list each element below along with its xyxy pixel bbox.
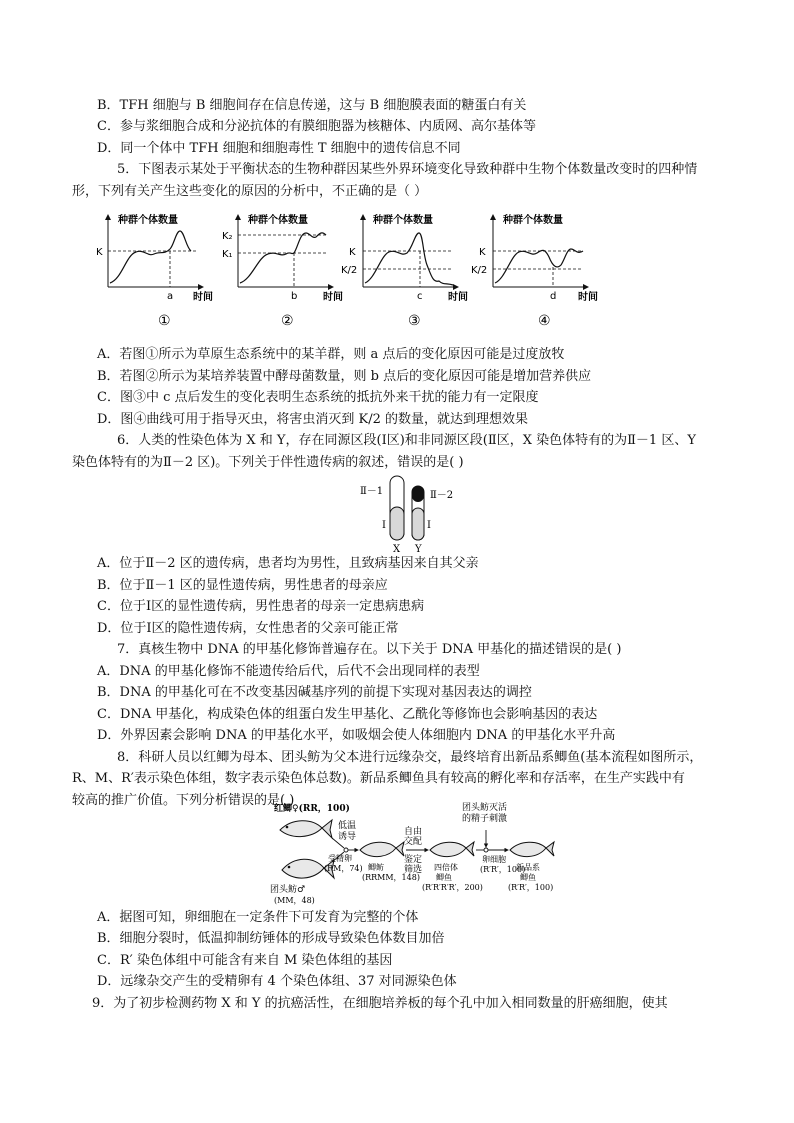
graph-2-point: b: [291, 291, 298, 302]
label-step1a: 低温: [338, 821, 357, 831]
q8-option-c: C．R′ 染色体组中可能含有来自 M 染色体组的基因: [97, 953, 393, 968]
graph-2: [222, 213, 343, 329]
graph-1: [96, 213, 213, 329]
q5-option-a: A．若图①所示为草原生态系统中的某羊群，则 a 点后的变化原因可能是过度放牧: [97, 347, 565, 362]
graph-3: [341, 213, 468, 329]
new-strain-fish-icon: [510, 842, 554, 857]
graph-3-point: c: [417, 291, 423, 302]
q5-population-graphs: [88, 205, 628, 335]
label-y: Y: [415, 544, 422, 555]
label-step2d: 筛选: [404, 865, 423, 875]
label-new-strain2: 鲫鱼: [520, 873, 536, 882]
label-ii-2: Ⅱ－2: [430, 490, 454, 501]
q6-stem-line1: 6．人类的性染色体为 X 和 Y，存在同源区段(Ⅰ区)和非同源区段(Ⅱ区，X 染色体特有的为Ⅱ－1 区、Y: [117, 433, 696, 448]
q6-chromosome-figure: [360, 474, 470, 556]
label-egg: 卵细胞: [482, 855, 506, 864]
q5-stem-line1: 5．下图表示某处于平衡状态的生物种群因某些外界环境变化导致种群中生物个体数量改变时的四种情: [117, 162, 698, 177]
label-step2a: 自由: [404, 827, 423, 837]
label-hybrid: 鲫鲂: [368, 863, 384, 872]
q8-stem-line3: 较高的推广价值。下列分析错误的是( ): [72, 793, 295, 808]
q5-option-d: D．图④曲线可用于指导灭虫，将害虫消灭到 K/2 的数量，就达到理想效果: [97, 412, 529, 427]
label-new-strain-count: (R′R′，100): [508, 883, 554, 892]
label-i-left: Ⅰ: [382, 520, 386, 531]
graph-4-k: K: [479, 247, 486, 258]
label-step2c: 鉴定: [404, 855, 423, 865]
graph-1-k: K: [96, 247, 103, 258]
tetraploid-fish-icon: [430, 842, 474, 857]
graph-1-point: a: [167, 291, 174, 302]
q7-option-b: B．DNA 的甲基化可在不改变基因碱基序列的前提下实现对基因表达的调控: [97, 685, 532, 700]
graph-3-xlabel: 时间: [448, 292, 468, 303]
graph-2-xlabel: 时间: [323, 292, 343, 303]
graph-4: [471, 213, 598, 329]
label-bream-count: (MM，48): [274, 896, 315, 905]
graph-4-xlabel: 时间: [578, 292, 598, 303]
label-egg-count: (R′R′，100): [480, 865, 526, 874]
label-tetraploid-count: (R′R′R′R′，200): [422, 883, 483, 892]
label-red-crucian: 红鲫♀(RR，100): [274, 804, 350, 814]
q4-option-b: B．TFH 细胞与 B 细胞间存在信息传递，这与 B 细胞膜表面的糖蛋白有关: [97, 98, 527, 113]
label-hybrid-count: (RRMM，148): [362, 873, 420, 882]
q6-option-b: B．位于Ⅱ－1 区的显性遗传病，男性患者的母亲应: [97, 578, 388, 593]
q9-stem: 9．为了初步检测药物 X 和 Y 的抗癌活性，在细胞培养板的每个孔中加入相同数量的肝癌细胞，使其: [92, 996, 668, 1011]
label-zygote-count: (RM，74): [324, 864, 363, 873]
label-x: X: [393, 544, 401, 555]
graph-2-k1: K₁: [222, 249, 233, 260]
label-tetraploid: 四倍体: [434, 863, 458, 872]
graph-1-number: ①: [158, 313, 171, 329]
red-crucian-fish-icon: [280, 820, 332, 838]
graph-2-k2: K₂: [222, 231, 233, 242]
hybrid-fish-icon: [360, 842, 404, 857]
label-step1b: 诱导: [338, 832, 357, 842]
q8-option-d: D．远缘杂交产生的受精卵有 4 个染色体组、37 对同源染色体: [97, 974, 457, 989]
label-sperm1: 团头鲂灭活: [462, 803, 508, 813]
graph-3-k: K: [349, 247, 356, 258]
label-zygote: 受精卵: [328, 854, 352, 863]
graph-4-point: d: [550, 291, 557, 302]
label-new-strain1: 新品系: [516, 863, 540, 872]
label-i-right: Ⅰ: [427, 520, 431, 531]
graph-3-khalf: K/2: [341, 265, 358, 276]
q4-option-c: C．参与浆细胞合成和分泌抗体的有膜细胞器为核糖体、内质网、高尔基体等: [97, 119, 536, 134]
graph-2-number: ②: [281, 313, 294, 329]
graph-3-number: ③: [408, 313, 421, 329]
q8-option-b: B．细胞分裂时，低温抑制纺锤体的形成导致染色体数目加倍: [97, 931, 445, 946]
q8-option-a: A．据图可知，卵细胞在一定条件下可发育为完整的个体: [97, 910, 419, 925]
label-step2b: 交配: [404, 837, 423, 847]
q7-option-a: A．DNA 的甲基化修饰不能遗传给后代，后代不会出现同样的表型: [97, 664, 480, 679]
q7-option-d: D．外界因素会影响 DNA 的甲基化水平，如吸烟会使人体细胞内 DNA 的甲基化水平升高: [97, 728, 616, 743]
q7-stem: 7．真核生物中 DNA 的甲基化修饰普遍存在。以下关于 DNA 甲基化的描述错误的是( ): [117, 642, 622, 657]
graph-4-ylabel: 种群个体数量: [503, 215, 563, 226]
q5-option-c: C．图③中 c 点后发生的变化表明生态系统的抵抗外来干扰的能力有一定限度: [97, 390, 539, 405]
q6-option-c: C．位于Ⅰ区的显性遗传病，男性患者的母亲一定患病患病: [97, 599, 425, 614]
q6-option-d: D．位于Ⅰ区的隐性遗传病，女性患者的父亲可能正常: [97, 621, 399, 636]
label-bream: 团头鲂♂: [270, 885, 306, 895]
q8-breeding-diagram: [270, 800, 570, 905]
label-tetraploid2: 鲫鱼: [436, 873, 452, 882]
graph-1-ylabel: 种群个体数量: [118, 215, 178, 226]
graph-4-khalf: K/2: [471, 265, 488, 276]
q6-stem-line2: 染色体特有的为Ⅱ－2 区)。下列关于伴性遗传病的叙述，错误的是( ): [72, 455, 464, 470]
label-sperm2: 的精子刺激: [462, 814, 508, 824]
q7-option-c: C．DNA 甲基化，构成染色体的组蛋白发生甲基化、乙酰化等修饰也会影响基因的表达: [97, 707, 598, 722]
graph-2-ylabel: 种群个体数量: [248, 215, 308, 226]
q8-stem-line1: 8．科研人员以红鲫为母本、团头鲂为父本进行远缘杂交，最终培育出新品系鲫鱼(基本流程如图所示，: [117, 750, 703, 765]
graph-1-xlabel: 时间: [193, 292, 213, 303]
label-ii-1: Ⅱ－1: [360, 486, 384, 497]
q4-option-d: D．同一个体中 TFH 细胞和细胞毒性 T 细胞中的遗传信息不同: [97, 141, 461, 156]
q5-option-b: B．若图②所示为某培养装置中酵母菌数量，则 b 点后的变化原因可能是增加营养供应: [97, 369, 592, 384]
graph-3-ylabel: 种群个体数量: [373, 215, 433, 226]
q5-stem-line2: 形，下列有关产生这些变化的原因的分析中，不正确的是（ ）: [72, 184, 428, 199]
q8-stem-line2: R、M、R′表示染色体组，数字表示染色体总数)。新品系鲫鱼具有较高的孵化率和存活率，在生产实践中有: [72, 771, 685, 786]
q6-option-a: A．位于Ⅱ－2 区的遗传病，患者均为男性，且致病基因来自其父亲: [97, 556, 479, 571]
graph-4-number: ④: [538, 313, 551, 329]
